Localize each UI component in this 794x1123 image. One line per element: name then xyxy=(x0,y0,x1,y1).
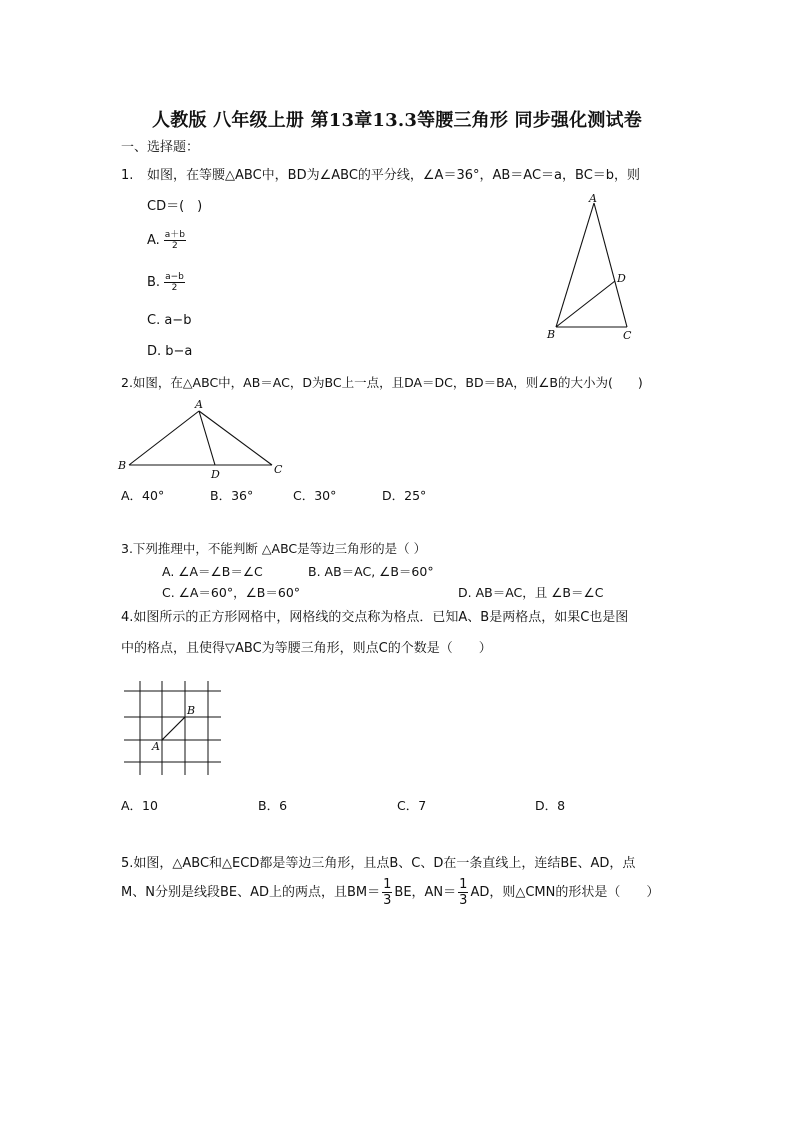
q2-label-d: D xyxy=(211,468,220,481)
page-title: 人教版 八年级上册 第13章13.3等腰三角形 同步强化测试卷 xyxy=(152,110,642,131)
q1-option-a-label: A. xyxy=(147,233,160,248)
q5-fraction-an-denominator: 3 xyxy=(459,893,468,908)
q1-option-b-numerator: a−b xyxy=(165,272,184,282)
q4-grid-figure xyxy=(124,678,226,778)
q4-label-a: A xyxy=(152,740,160,753)
q4-option-a: A．10 xyxy=(121,798,158,813)
q1-number: 1. xyxy=(121,168,134,183)
q4-option-c: C．7 xyxy=(397,798,427,813)
q5-fraction-bm xyxy=(382,877,392,908)
q5-fraction-an xyxy=(458,877,468,908)
q5-text-line1: 5.如图，△ABC和△ECD都是等边三角形，且点B、C、D在一条直线上，连结BE、AD，点 xyxy=(121,856,636,871)
q1-option-c: C. a−b xyxy=(147,313,192,328)
q2-label-b: B xyxy=(118,459,127,472)
q5-text-pre: M、N分别是线段BE、AD上的两点，且BM＝ xyxy=(121,885,381,900)
q4-option-d: D．8 xyxy=(535,798,566,813)
q5-fraction-bm-numerator: 1 xyxy=(383,877,392,892)
q5-text-post: AD，则△CMN的形状是（ ） xyxy=(470,885,660,900)
q1-label-d: D xyxy=(617,272,626,285)
q3-option-c: C. ∠A＝60°，∠B＝60° xyxy=(162,585,301,600)
q5-fraction-an-numerator: 1 xyxy=(459,877,468,892)
q1-text-line1: 如图，在等腰△ABC中，BD为∠ABC的平分线，∠A＝36°，AB＝AC＝a，BC＝b，则 xyxy=(147,168,641,183)
q2-text: 2.如图，在△ABC中，AB＝AC，D为BC上一点，且DA＝DC，BD＝BA，则∠B的大小为( ) xyxy=(121,375,643,390)
q2-label-c: C xyxy=(274,463,283,476)
q1-side-ab xyxy=(556,203,594,327)
q4-segment-ab xyxy=(162,717,185,740)
q1-label-c: C xyxy=(623,329,632,342)
q5-fraction-bm-denominator: 3 xyxy=(383,893,392,908)
q4-label-b: B xyxy=(187,704,196,717)
q2-label-a: A xyxy=(195,398,203,411)
q1-option-b xyxy=(147,272,185,293)
q1-text-line2: CD＝( ) xyxy=(147,199,203,214)
q2-side-ac xyxy=(199,411,272,465)
q5-text-mid: BE，AN＝ xyxy=(394,885,457,900)
q2-segment-ad xyxy=(199,411,215,465)
q1-option-d: D. b−a xyxy=(147,344,193,359)
q4-grid-lines xyxy=(124,681,221,775)
q2-option-d: D．25° xyxy=(382,488,427,503)
q1-option-a-denominator: 2 xyxy=(172,241,178,251)
q1-option-b-fraction xyxy=(164,272,185,293)
q1-option-a-fraction xyxy=(164,230,186,251)
q3-option-a: A. ∠A＝∠B＝∠C xyxy=(162,564,263,579)
q1-option-b-label: B. xyxy=(147,275,161,290)
q1-segment-bd xyxy=(556,281,615,327)
q2-triangle-figure xyxy=(115,396,295,484)
q5-text-line2 xyxy=(121,876,659,910)
q2-option-c: C．30° xyxy=(293,488,337,503)
q1-label-a: A xyxy=(589,192,597,205)
q1-label-b: B xyxy=(547,328,556,341)
q4-text-line1: 4.如图所示的正方形网格中，网格线的交点称为格点．已知A、B是两格点，如果C也是图 xyxy=(121,610,629,625)
q2-option-a: A．40° xyxy=(121,488,165,503)
q4-option-b: B．6 xyxy=(258,798,288,813)
q2-side-ab xyxy=(129,411,199,465)
q3-option-b: B. AB＝AC, ∠B＝60° xyxy=(308,564,434,579)
section-heading: 一、选择题： xyxy=(121,140,200,155)
q1-side-ac xyxy=(594,203,627,327)
q1-option-a-numerator: a＋b xyxy=(164,230,186,240)
q1-option-a xyxy=(147,230,186,251)
q3-text: 3.下列推理中，不能判断 △ABC是等边三角形的是（ ） xyxy=(121,541,427,556)
q1-triangle-figure xyxy=(538,190,648,345)
q2-option-b: B．36° xyxy=(210,488,254,503)
q1-option-b-denominator: 2 xyxy=(171,283,178,293)
q4-text-line2: 中的格点，且使得▽ABC为等腰三角形，则点C的个数是（ ） xyxy=(121,641,492,656)
q3-option-d: D. AB＝AC，且 ∠B＝∠C xyxy=(458,585,604,600)
